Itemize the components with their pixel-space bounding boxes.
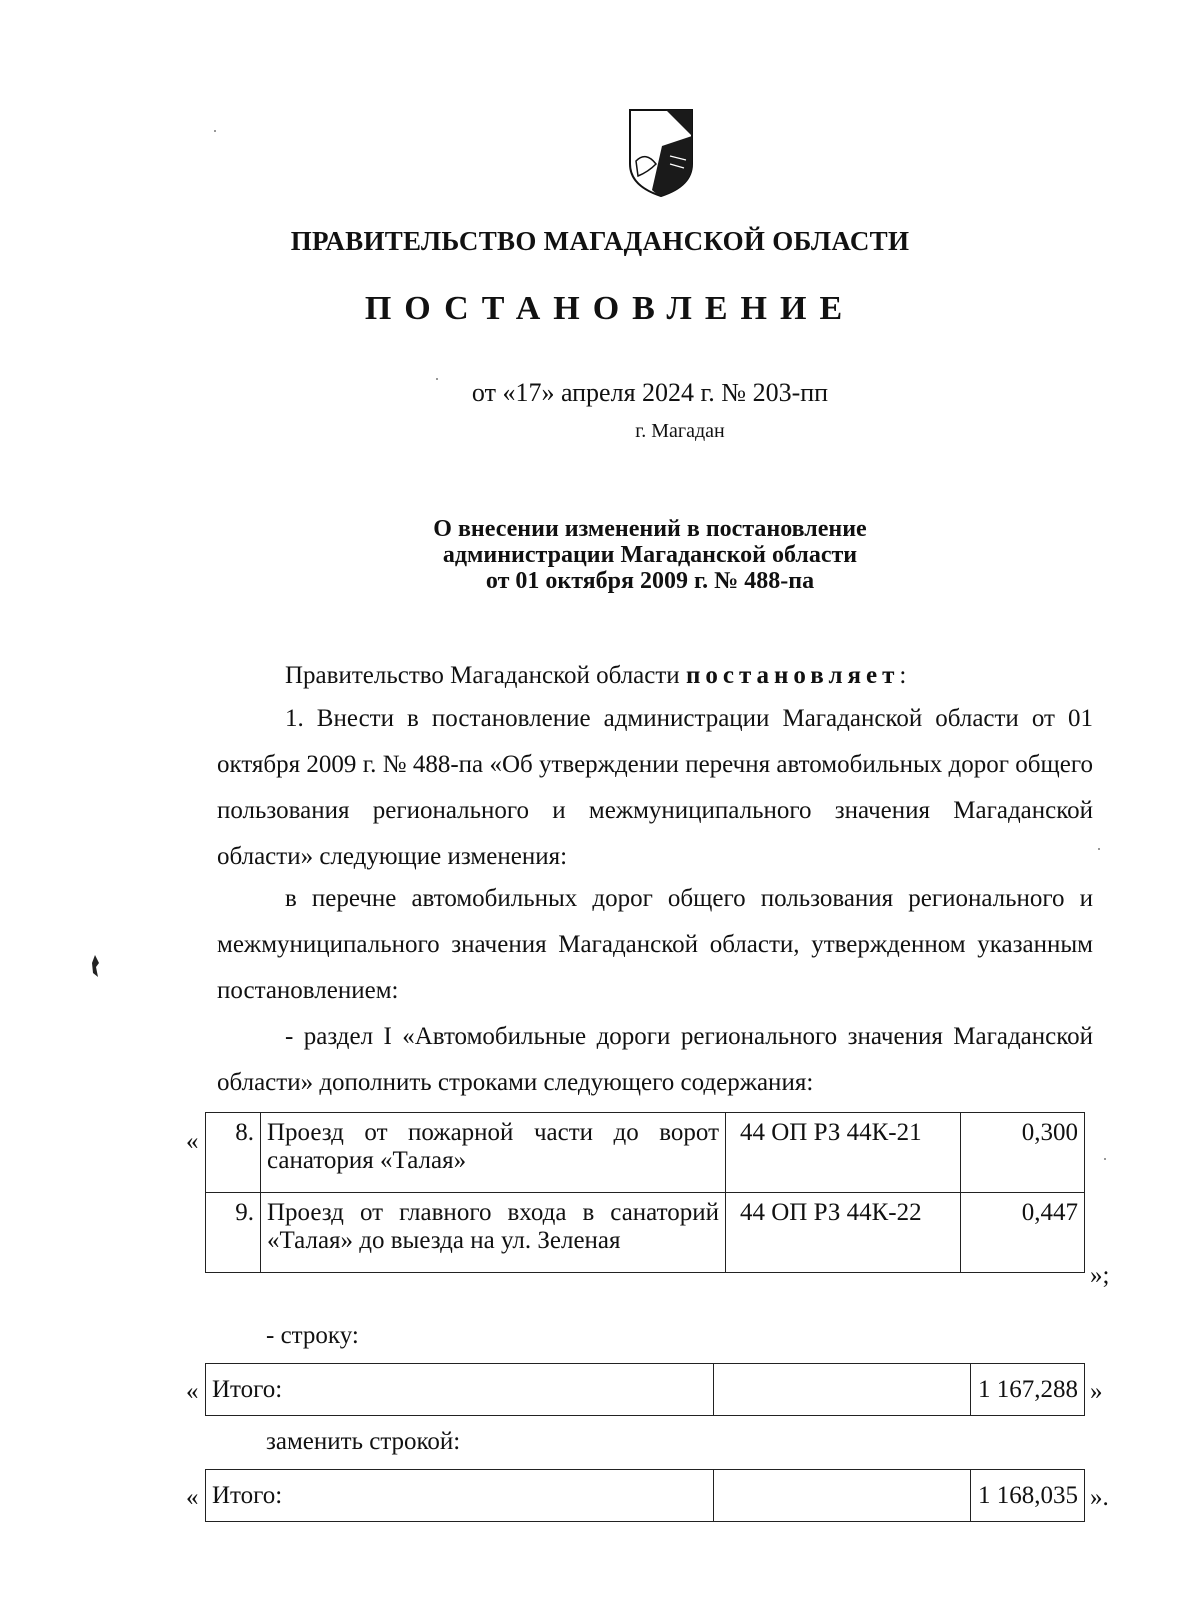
total-old-table: [205, 1363, 1085, 1416]
open-quote-table-3: «: [186, 1484, 199, 1511]
document-type-title: ПОСТАНОВЛЕНИЕ: [364, 290, 856, 327]
item-1-paragraph: 1. Внести в постановление администрации Магаданской области от 01 октября 2009 г. № 488-па «Об утверждении перечня автомобильных дорог общего пользования регионального и межмуниципального значения Магаданской области» следующие изменения:: [217, 705, 1093, 870]
road-number: 8.: [206, 1113, 261, 1193]
total-new-table: [205, 1469, 1085, 1522]
item-3-paragraph: - раздел I «Автомобильные дороги регионального значения Магаданской области» дополнить строками следующего содержания:: [217, 1023, 1093, 1096]
document-subject: [0, 516, 1200, 594]
intro-prefix: Правительство Магаданской области: [285, 662, 680, 689]
subject-line-2: администрации Магаданской области: [442, 542, 858, 568]
scan-dot: [1098, 848, 1100, 850]
scan-dot: [214, 130, 216, 132]
close-quote-table-3: ».: [1090, 1484, 1109, 1511]
line-row-label: - строку:: [266, 1322, 359, 1349]
road-code: 44 ОП РЗ 44К-22: [726, 1193, 961, 1273]
close-quote-table-2: »: [1090, 1378, 1103, 1405]
table-row: [206, 1193, 1085, 1273]
scan-dot: [436, 378, 438, 380]
close-quote-table-1: »;: [1090, 1262, 1110, 1289]
total-old-value: 1 167,288: [971, 1364, 1085, 1416]
intro-paragraph: [217, 653, 1093, 699]
road-name: Проезд от пожарной части до ворот санатория «Талая»: [261, 1113, 726, 1193]
document-city: г. Магадан: [635, 420, 725, 442]
roads-table: [205, 1112, 1085, 1273]
open-quote-table-1: «: [186, 1128, 199, 1155]
road-length: 0,447: [961, 1193, 1085, 1273]
intro-suffix: :: [899, 662, 907, 689]
scan-speck-mark: [90, 955, 100, 979]
total-old-middle: [714, 1364, 971, 1416]
road-code: 44 ОП РЗ 44К-21: [726, 1113, 961, 1193]
total-new-value: 1 168,035: [971, 1470, 1085, 1522]
total-old-label: Итого:: [206, 1364, 714, 1416]
total-new-middle: [714, 1470, 971, 1522]
intro-verb: постановляет: [685, 662, 900, 689]
item-2-paragraph: в перечне автомобильных дорог общего пользования регионального и межмуниципального значения Магаданской области, утвержденном указанным постановлением:: [217, 885, 1093, 1004]
road-name: Проезд от главного входа в санаторий «Талая» до выезда на ул. Зеленая: [261, 1193, 726, 1273]
subject-line-1: О внесении изменений в постановление: [433, 516, 867, 542]
document-date-number: от «17» апреля 2024 г. № 203-пп: [471, 378, 829, 407]
table-row: [206, 1470, 1085, 1522]
subject-line-3: от 01 октября 2009 г. № 488-па: [485, 568, 815, 594]
table-row: [206, 1364, 1085, 1416]
road-length: 0,300: [961, 1113, 1085, 1193]
coat-of-arms-emblem: [626, 106, 696, 198]
road-number: 9.: [206, 1193, 261, 1273]
table-row: [206, 1113, 1085, 1193]
open-quote-table-2: «: [186, 1378, 199, 1405]
total-new-label: Итого:: [206, 1470, 714, 1522]
replace-with-label: заменить строкой:: [266, 1428, 461, 1455]
organization-title: ПРАВИТЕЛЬСТВО МАГАДАНСКОЙ ОБЛАСТИ: [290, 226, 910, 256]
scan-dot: [1104, 1158, 1106, 1160]
